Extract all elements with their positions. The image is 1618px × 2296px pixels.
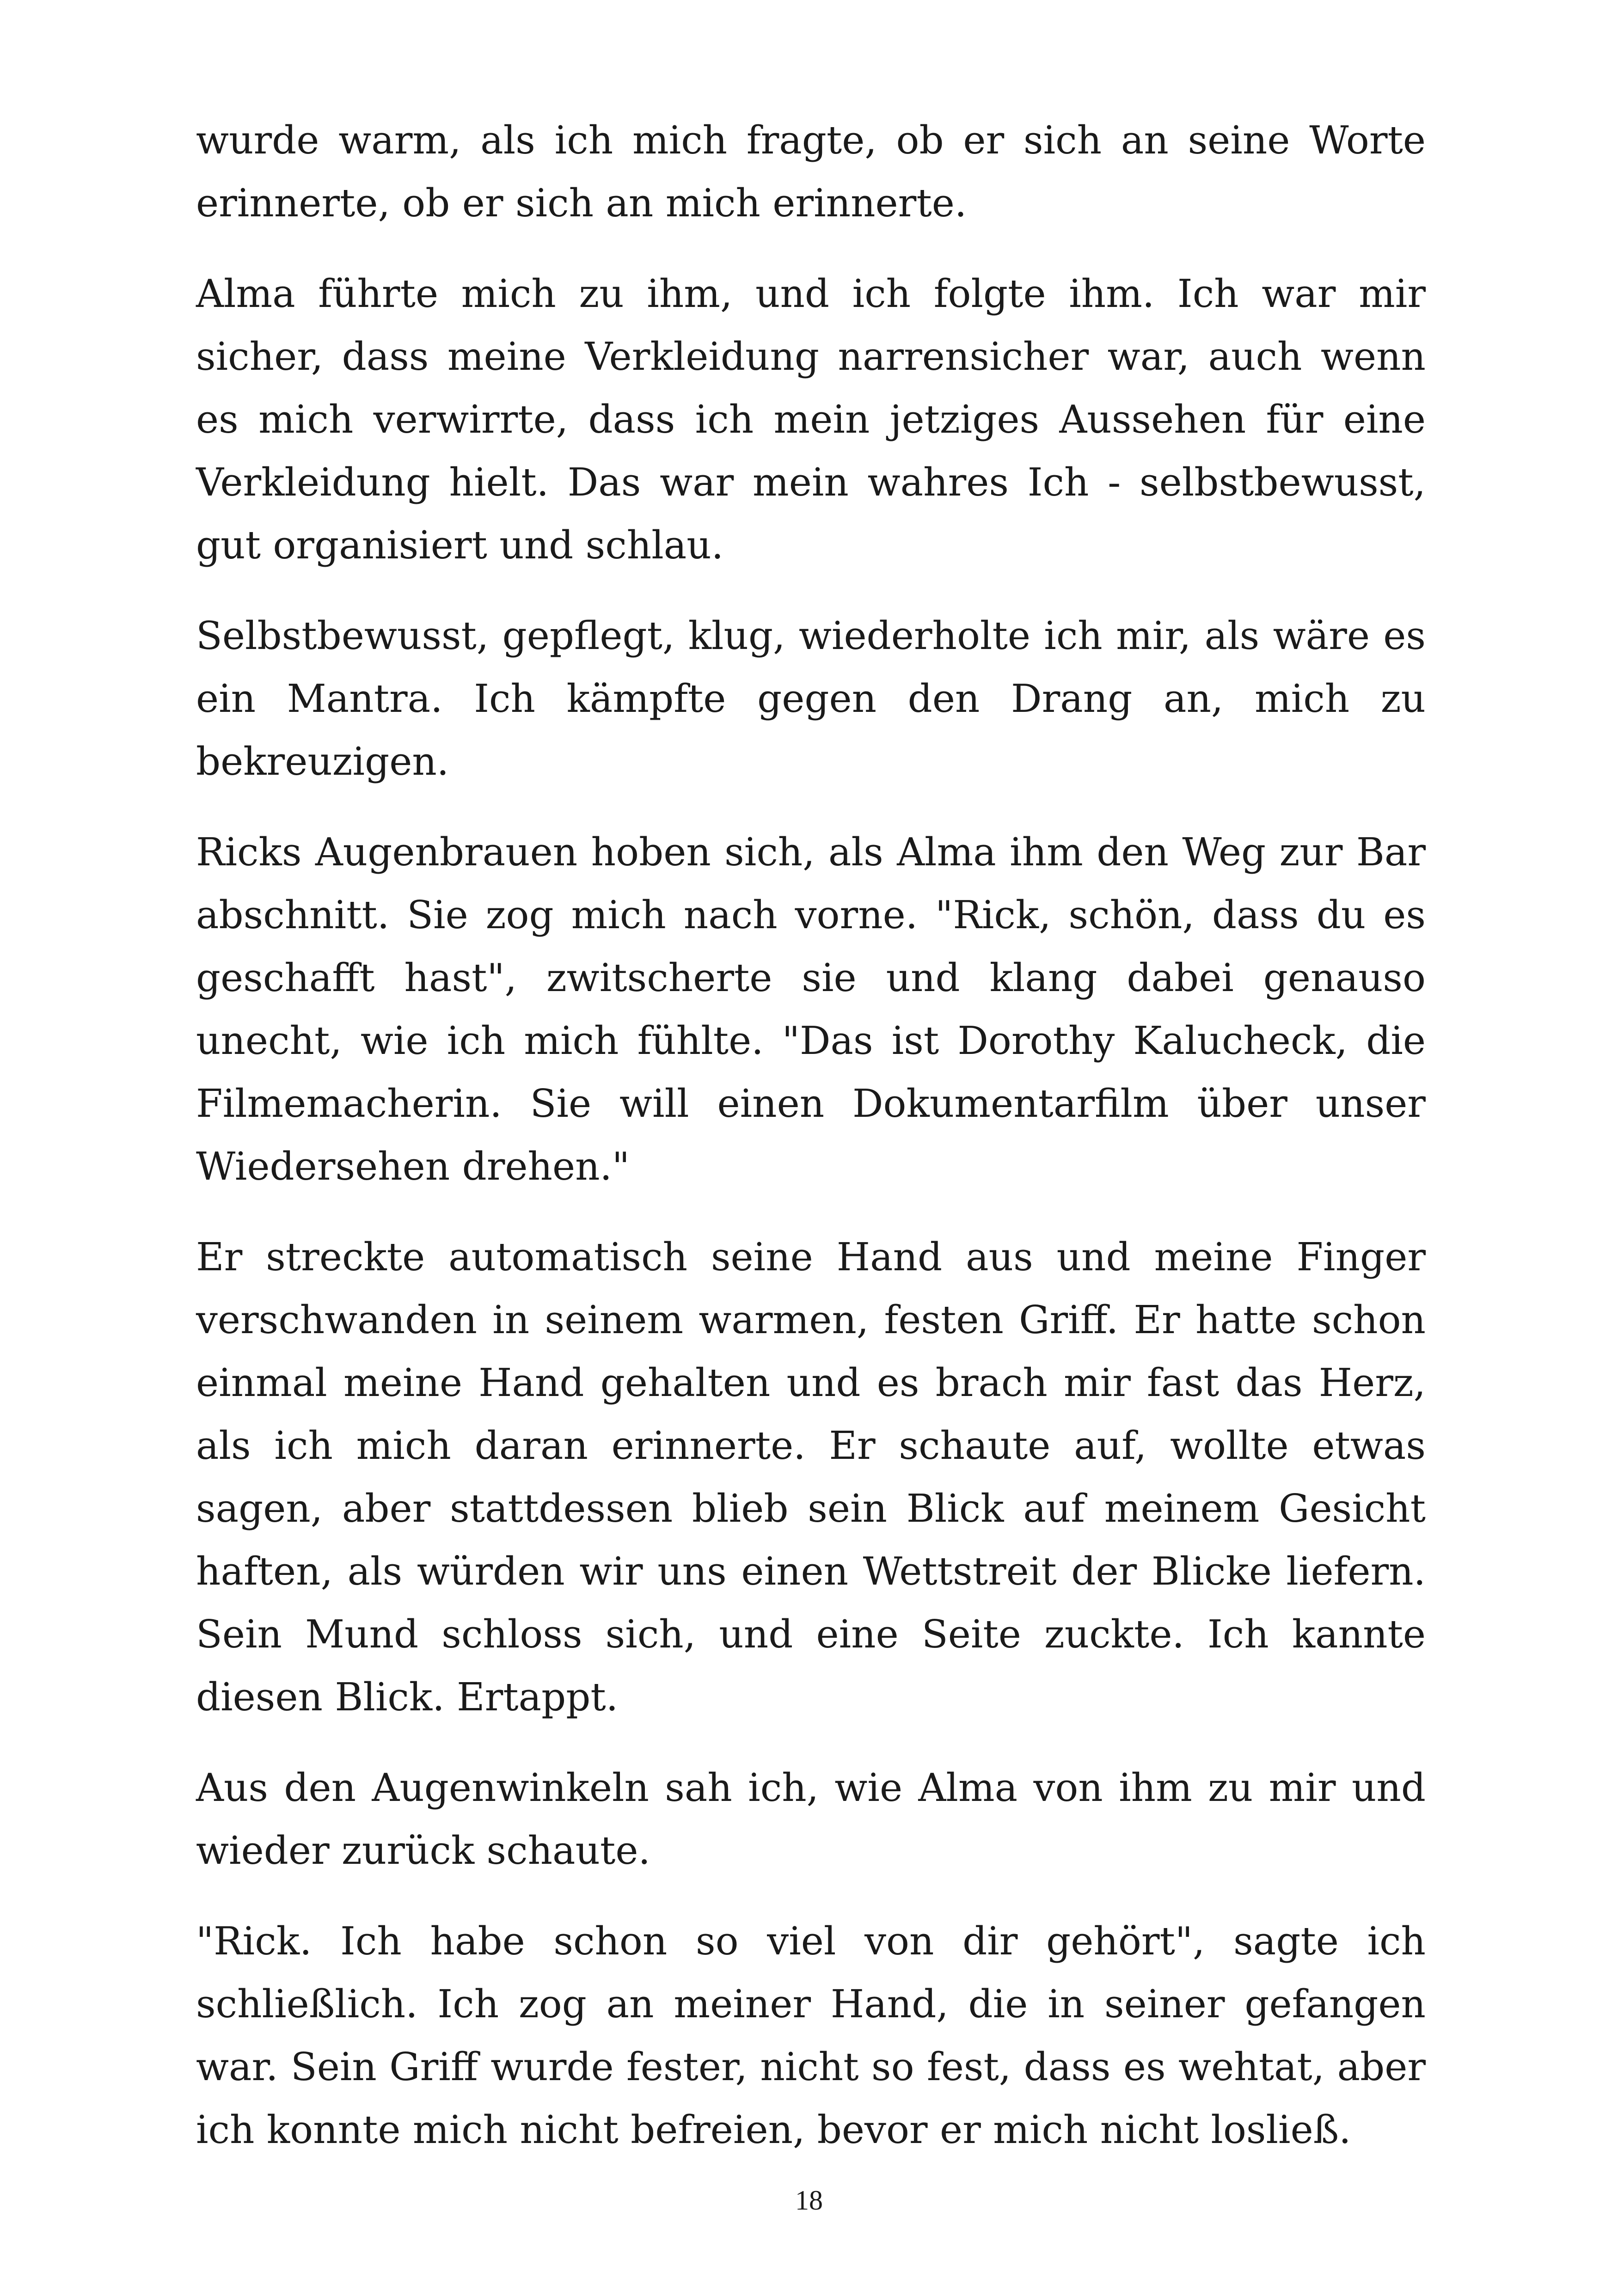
paragraph-6: Aus den Augenwinkeln sah ich, wie Alma von ihm zu mir und wieder zurück schaute. [196, 1765, 1426, 1873]
paragraph-4: Ricks Augenbrauen hoben sich, als Alma ihm den Weg zur Bar abschnitt. Sie zog mich nach vorne. "Rick, schön, dass du es geschafft hast", zwitscherte sie und klang dabei genauso unecht, wie ich mich fühlte. "Das ist Dorothy Kalucheck, die Filmemacherin. Sie will einen Dokumentarfilm über unser Wiedersehen drehen." [196, 830, 1426, 1189]
paragraph-5: Er streckte automatisch seine Hand aus und meine Finger verschwanden in seinem warmen, festen Griff. Er hatte schon einmal meine Hand gehalten und es brach mir fast das Herz, als ich mich daran erinnerte. Er schaute auf, wollte etwas sagen, aber stattdessen blieb sein Blick auf meinem Gesicht haften, als würden wir uns einen Wettstreit der Blicke liefern. Sein Mund schloss sich, und eine Seite zuckte. Ich kannte diesen Blick. Ertappt. [196, 1235, 1426, 1720]
paragraph-2: Alma führte mich zu ihm, und ich folgte ihm. Ich war mir sicher, dass meine Verkleidung narrensicher war, auch wenn es mich verwirrte, dass ich mein jetziges Aussehen für eine Verkleidung hielt. Das war mein wahres Ich - selbstbewusst, gut organisiert und schlau. [196, 271, 1426, 568]
paragraph-1: wurde warm, als ich mich fragte, ob er sich an seine Worte erinnerte, ob er sich an mich erinnerte. [196, 118, 1426, 226]
paragraph-7: "Rick. Ich habe schon so viel von dir gehört", sagte ich schließlich. Ich zog an meiner Hand, die in seiner gefangen war. Sein Griff wurde fester, nicht so fest, dass es wehtat, aber ich konnte mich nicht befreien, bevor er mich nicht losließ. [196, 1919, 1426, 2152]
paragraph-3: Selbstbewusst, gepflegt, klug, wiederholte ich mir, als wäre es ein Mantra. Ich kämpfte gegen den Drang an, mich zu bekreuzigen. [196, 613, 1426, 784]
page-number: 18 [795, 2185, 823, 2216]
body-text [196, 109, 1426, 2189]
